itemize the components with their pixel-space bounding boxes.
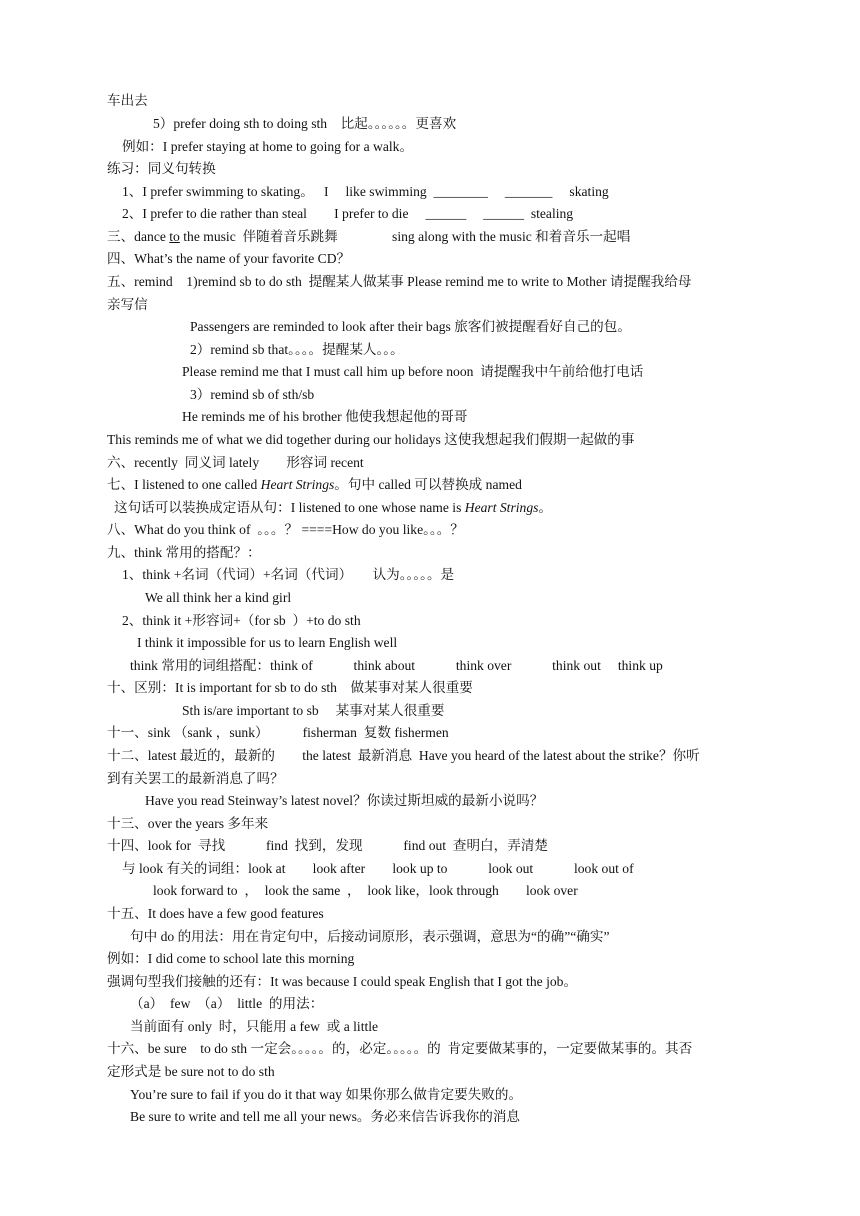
text-line: This reminds me of what we did together during our holidays 这使我想起我们假期一起做的事 [107,432,635,447]
text-line [107,476,522,494]
text-run: 。 [538,500,552,515]
text-line: 十六、be sure to do sth 一定会。。。。。的，必定。。。。。的 肯定要做某事的，一定要做某事的。其否 [107,1041,693,1056]
italic-title: Heart Strings [260,477,335,492]
text-line: 2、think it +形容词+（for sb ）+to do sth [122,613,361,628]
text-run: 。句中 called 可以替换成 named [334,477,522,492]
text-line: 十、区别：It is important for sb to do sth 做某事对某人很重要 [107,680,473,695]
text-line: 强调句型我们接触的还有：It was because I could speak English that I got the job。 [107,974,578,989]
underlined-word: to [169,229,180,244]
text-line: 3）remind sb of sth/sb [190,387,315,402]
text-line: We all think her a kind girl [145,590,292,605]
text-line: 例如：I did come to school late this morning [107,951,355,966]
text-line: 四、What’s the name of your favorite CD？ [107,251,351,266]
text-line: 六、recently 同义词 lately 形容词 recent [107,455,364,470]
text-line: 1、think +名词（代词）+名词（代词） 认为。。。。。是 [122,567,455,582]
text-line: Sth is/are important to sb 某事对某人很重要 [182,703,445,718]
text-line: 2、I prefer to die rather than steal I prefer to die ______ ______ stealing [122,206,574,221]
text-line: （a） few （a） little 的用法： [130,996,324,1011]
text-line: 句中 do 的用法：用在肯定句中，后接动词原形，表示强调，意思为“的确”“确实” [130,929,610,944]
text-line: You’re sure to fail if you do it that way 如果你那么做肯定要失败的。 [130,1087,523,1102]
text-line: 与 look 有关的词组：look at look after look up to look out look out of [122,861,634,876]
text-line [114,499,552,517]
text-line: 十四、look for 寻找 find 找到，发现 find out 查明白，弄清楚 [107,838,549,853]
text-line: Please remind me that I must call him up before noon 请提醒我中午前给他打电话 [182,364,644,379]
text-line: 十二、latest 最近的，最新的 the latest 最新消息 Have you heard of the latest about the strike？你听 [107,748,700,763]
text-line: Have you read Steinway’s latest novel？你读过斯坦威的最新小说吗？ [145,793,544,808]
text-line: I think it impossible for us to learn English well [137,635,398,650]
text-line: 五、remind 1)remind sb to do sth 提醒某人做某事 Please remind me to write to Mother 请提醒我给母 [107,274,692,289]
text-line [107,228,630,246]
text-run: 三、dance [107,229,170,244]
text-line: 八、What do you think of 。。。？ ====How do you like。。。？ [107,522,464,537]
text-line: Passengers are reminded to look after their bags 旅客们被提醒看好自己的包。 [190,319,631,334]
text-line: 当前面有 only 时，只能用 a few 或 a little [130,1019,379,1034]
text-line: 定形式是 be sure not to do sth [107,1064,275,1079]
text-line: 车出去 [107,93,148,108]
text-line: Be sure to write and tell me all your news。务必来信告诉我你的消息 [130,1109,521,1124]
text-line: think 常用的词组搭配：think of think about think over think out think up [130,658,663,673]
text-line: 2）remind sb that。。。。提醒某人。。。 [190,342,404,357]
text-line: 到有关罢工的最新消息了吗？ [107,771,284,786]
text-line: 亲写信 [107,297,148,312]
text-run: 这句话可以装换成定语从句：I listened to one whose name is [114,500,465,515]
text-line: look forward to ， look the same ， look like，look through look over [153,883,578,898]
text-run: the music 伴随着音乐跳舞 sing along with the music 和着音乐一起唱 [179,229,631,244]
text-run: 七、I listened to one called [107,477,261,492]
text-line: 九、think 常用的搭配？： [107,545,261,560]
text-line: 十一、sink （sank ，sunk） fisherman 复数 fishermen [107,725,449,740]
italic-title: Heart Strings [464,500,539,515]
text-line: 5）prefer doing sth to doing sth 比起。。。。。。更喜欢 [153,116,457,131]
text-line: 例如：I prefer staying at home to going for a walk。 [122,139,414,154]
text-line: He reminds me of his brother 他使我想起他的哥哥 [182,409,468,424]
text-line: 1、I prefer swimming to skating。 I like swimming ________ _______ skating [122,184,609,199]
text-line: 十五、It does have a few good features [107,906,324,921]
text-line: 练习：同义句转换 [107,161,216,176]
text-line: 十三、over the years 多年来 [107,816,269,831]
